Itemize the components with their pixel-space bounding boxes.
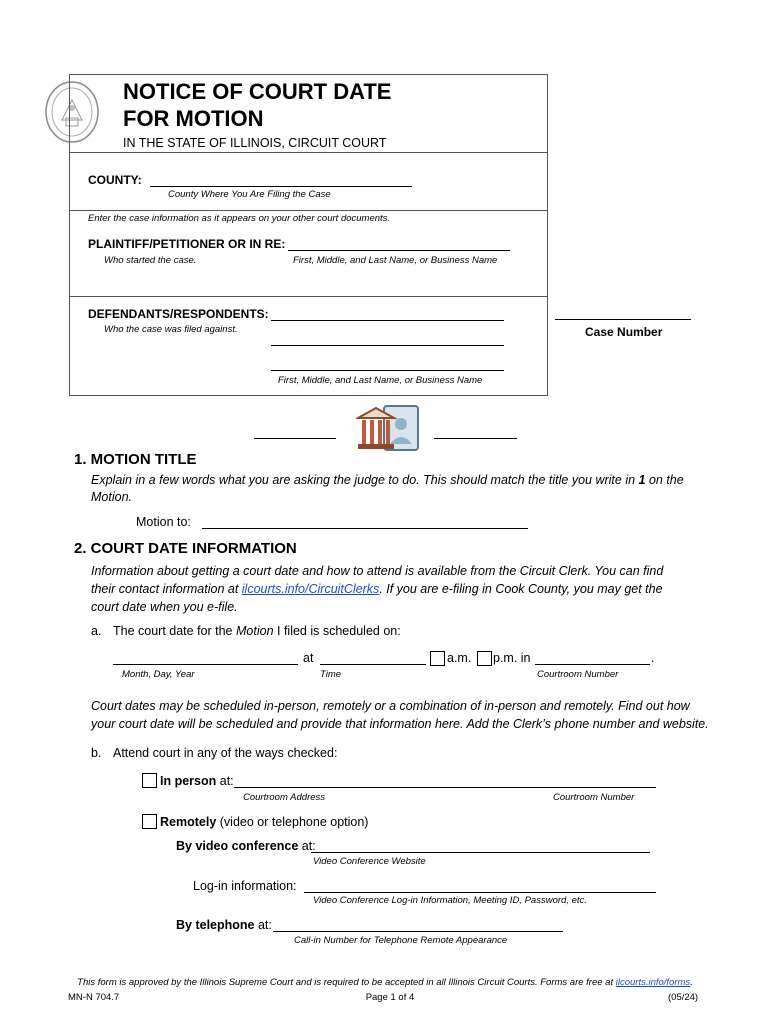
court-subtitle: IN THE STATE OF ILLINOIS, CIRCUIT COURT: [123, 136, 387, 150]
time-hint: Time: [320, 669, 342, 680]
courtroom-address-hint: Courtroom Address: [243, 792, 326, 803]
remotely-checkbox[interactable]: [142, 814, 157, 829]
in-person-address-field[interactable]: [234, 775, 656, 788]
section-2-info: Information about getting a court date and how to attend is available from the Circuit Clerk. You can find their contact information at ilcourts.info/CircuitClerks. If you are e-filing in Cook County, you may get the court date when you e-file.: [91, 564, 664, 614]
item-b-prefix: b.: [91, 746, 102, 760]
form-title: NOTICE OF COURT DATE FOR MOTION: [123, 79, 392, 131]
court-time-field[interactable]: [320, 652, 426, 665]
remotely-label: Remotely (video or telephone option): [160, 815, 369, 829]
section-2-heading: 2. COURT DATE INFORMATION: [74, 540, 297, 557]
plaintiff-field[interactable]: [288, 238, 510, 251]
county-field[interactable]: [150, 174, 412, 187]
defendants-label: DEFENDANTS/RESPONDENTS:: [88, 307, 269, 321]
section-1-instructions: Explain in a few words what you are asking the judge to do. This should match the title you write in 1 on the Motion.: [91, 473, 684, 504]
in-person-label: In person at:: [160, 774, 234, 788]
circuit-clerks-link[interactable]: ilcourts.info/CircuitClerks: [241, 582, 380, 596]
county-label: COUNTY:: [88, 173, 142, 187]
video-website-field[interactable]: [311, 840, 650, 853]
login-hint: Video Conference Log-in Information, Meeting ID, Password, etc.: [313, 895, 587, 906]
login-info-field[interactable]: [304, 880, 656, 893]
defendants-hint: Who the case was filed against.: [104, 324, 238, 335]
pm-checkbox[interactable]: [477, 651, 492, 666]
plaintiff-label: PLAINTIFF/PETITIONER OR IN RE:: [88, 237, 286, 251]
defendant-field-3[interactable]: [271, 358, 504, 371]
courtroom-number-hint: Courtroom Number: [553, 792, 635, 803]
case-instructions: Enter the case information as it appears on your other court documents.: [88, 213, 391, 224]
forms-link[interactable]: ilcourts.info/forms: [615, 977, 691, 988]
schedule-note: Court dates may be scheduled in-person, remotely or a combination of in-person and remotely. Find out how your court date will be scheduled and provide that information here. Add the Clerk’s phone number and website.: [91, 699, 709, 731]
page-number: Page 1 of 4: [365, 992, 415, 1003]
login-label: Log-in information:: [193, 879, 297, 893]
item-b-text: Attend court in any of the ways checked:: [113, 746, 338, 760]
video-label: By video conference at:: [176, 839, 316, 853]
at-label: at: [303, 651, 314, 665]
item-a-text: The court date for the Motion I filed is scheduled on:: [113, 624, 401, 638]
defendants-name-hint: First, Middle, and Last Name, or Business Name: [278, 375, 483, 386]
am-label: a.m.: [447, 651, 472, 665]
courthouse-video-icon: [356, 398, 420, 460]
plaintiff-hint: Who started the case.: [104, 255, 197, 266]
courtroom-number-field[interactable]: [535, 652, 650, 665]
phone-label: By telephone at:: [176, 918, 272, 932]
approval-notice: This form is approved by the Illinois Supreme Court and is required to be accepted in all Illinois Circuit Courts. Forms are free at ilcourts.info/forms.: [77, 977, 693, 988]
am-checkbox[interactable]: [430, 651, 445, 666]
defendant-field-1[interactable]: [271, 308, 504, 321]
video-website-hint: Video Conference Website: [313, 856, 426, 867]
revision-date: (05/24): [668, 992, 699, 1003]
phone-hint: Call-in Number for Telephone Remote Appearance: [294, 935, 508, 946]
motion-to-label: Motion to:: [136, 515, 191, 529]
divider-left: [254, 426, 336, 439]
courtroom-hint: Courtroom Number: [537, 669, 619, 680]
divider-right: [434, 426, 517, 439]
item-a-prefix: a.: [91, 624, 102, 638]
county-hint: County Where You Are Filing the Case: [168, 189, 331, 200]
pm-label: p.m. in: [493, 651, 531, 665]
defendant-field-2[interactable]: [271, 333, 504, 346]
motion-to-field[interactable]: [202, 516, 528, 529]
phone-number-field[interactable]: [273, 919, 563, 932]
form-id: MN-N 704.7: [68, 992, 120, 1003]
section-1-heading: 1. MOTION TITLE: [74, 451, 197, 468]
court-date-field[interactable]: [113, 652, 298, 665]
in-person-checkbox[interactable]: [142, 773, 157, 788]
date-hint: Month, Day, Year: [122, 669, 195, 680]
case-number-label: Case Number: [585, 325, 663, 339]
plaintiff-name-hint: First, Middle, and Last Name, or Business Name: [293, 255, 498, 266]
case-number-field[interactable]: [555, 307, 691, 320]
